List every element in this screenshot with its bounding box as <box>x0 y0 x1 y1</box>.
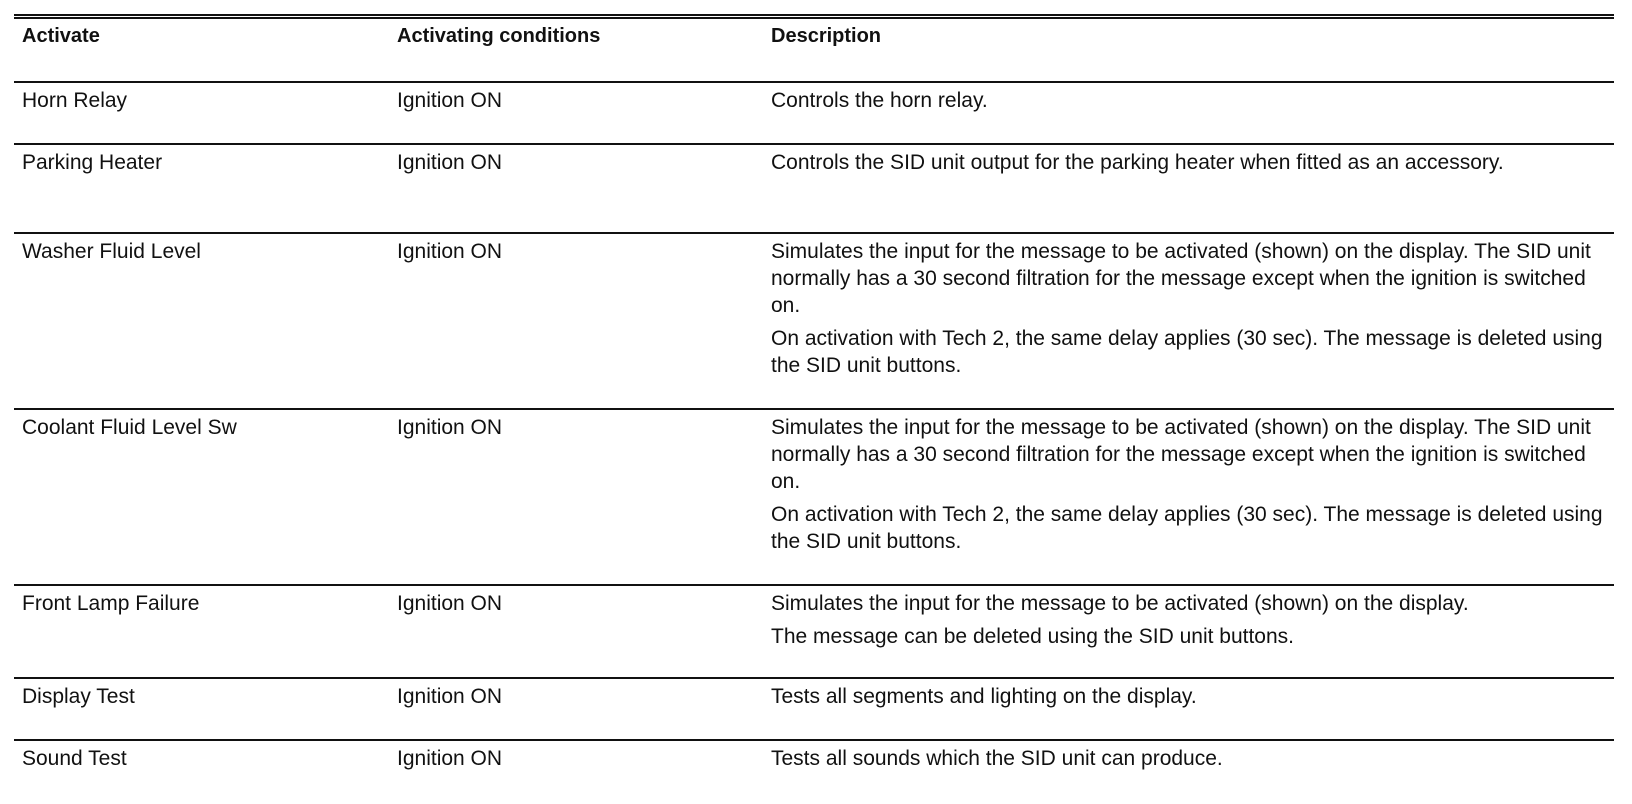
description-cell <box>763 233 1614 409</box>
description-text: The message can be deleted using the SID unit buttons. <box>771 625 1295 648</box>
description-text: Simulates the input for the message to be activated (shown) on the display. The SID unit normally has a 30 second filtration for the message except when the ignition is switched on. <box>771 240 1591 317</box>
header-activating-conditions: Activating conditions <box>389 17 763 83</box>
conditions-cell: Ignition ON <box>389 82 763 144</box>
description-text: Controls the SID unit output for the parking heater when fitted as an accessory. <box>771 151 1504 174</box>
activate-cell: Display Test <box>14 678 389 740</box>
table-row <box>14 82 1614 144</box>
conditions-cell: Ignition ON <box>389 585 763 678</box>
activate-cell: Horn Relay <box>14 82 389 144</box>
description-cell <box>763 585 1614 678</box>
table-row <box>14 233 1614 409</box>
description-text: Simulates the input for the message to be activated (shown) on the display. <box>771 592 1469 615</box>
description-text: Controls the horn relay. <box>771 89 988 112</box>
table-row <box>14 585 1614 678</box>
description-cell <box>763 740 1614 785</box>
description-text: On activation with Tech 2, the same delay applies (30 sec). The message is deleted using the SID unit buttons. <box>771 503 1603 553</box>
description-text: Simulates the input for the message to be activated (shown) on the display. The SID unit normally has a 30 second filtration for the message except when the ignition is switched on. <box>771 416 1591 493</box>
table-row <box>14 409 1614 585</box>
description-text: On activation with Tech 2, the same delay applies (30 sec). The message is deleted using the SID unit buttons. <box>771 327 1603 377</box>
activation-table <box>14 14 1614 785</box>
conditions-cell: Ignition ON <box>389 678 763 740</box>
description-cell <box>763 409 1614 585</box>
activate-cell: Washer Fluid Level <box>14 233 389 409</box>
header-description: Description <box>763 17 1614 83</box>
description-cell <box>763 82 1614 144</box>
description-cell <box>763 678 1614 740</box>
table-row <box>14 678 1614 740</box>
description-cell <box>763 144 1614 233</box>
table-header-row <box>14 17 1614 83</box>
activate-cell: Coolant Fluid Level Sw <box>14 409 389 585</box>
table-row <box>14 740 1614 785</box>
conditions-cell: Ignition ON <box>397 747 503 770</box>
activate-cell: Parking Heater <box>14 144 389 233</box>
conditions-cell: Ignition ON <box>389 409 763 585</box>
description-text: Tests all sounds which the SID unit can produce. <box>771 747 1223 770</box>
table-row <box>14 144 1614 233</box>
description-text: Tests all segments and lighting on the display. <box>771 685 1197 708</box>
header-activate: Activate <box>14 17 389 83</box>
conditions-cell: Ignition ON <box>389 144 763 233</box>
activate-cell: Front Lamp Failure <box>14 585 389 678</box>
activate-cell: Sound Test <box>22 747 127 770</box>
conditions-cell: Ignition ON <box>389 233 763 409</box>
